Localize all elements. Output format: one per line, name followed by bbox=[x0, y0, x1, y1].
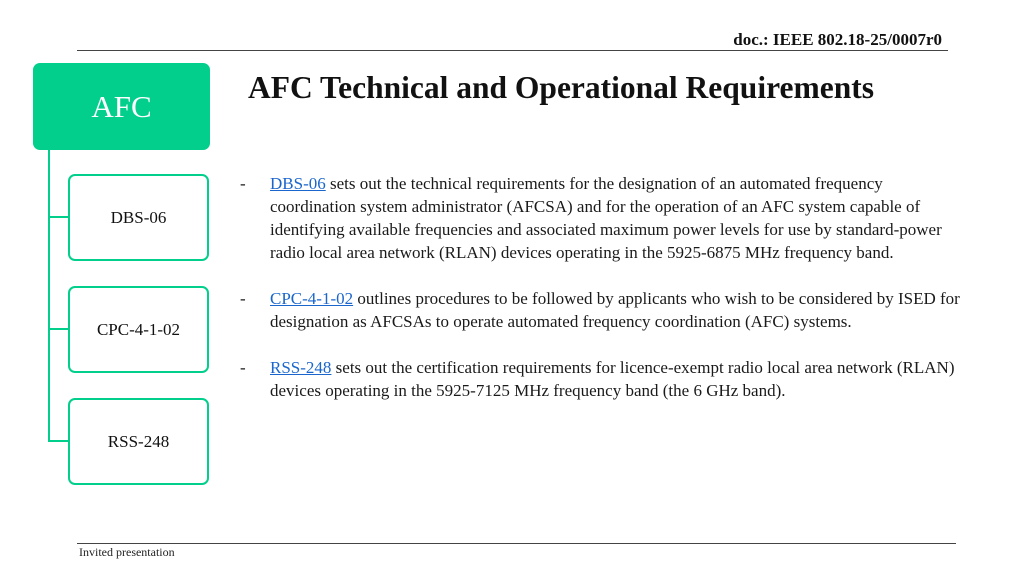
tree-root-label: AFC bbox=[91, 88, 152, 124]
bullet-text: sets out the technical requirements for the designation of an automated frequency coordination system administrator (AFCSA) and for the operation of an AFC system capable of identifying available frequencies and associated maximum power levels for use by standard-power radio local area network (RLAN) devices operating in the 5925-6875 MHz frequency band. bbox=[270, 174, 942, 262]
document-id: doc.: IEEE 802.18-25/0007r0 bbox=[733, 30, 942, 49]
header-divider bbox=[77, 50, 948, 51]
footer-text: Invited presentation bbox=[79, 545, 175, 559]
bullet-item-dbs-06 bbox=[240, 172, 970, 264]
tree-root-box bbox=[33, 63, 210, 150]
bullet-item-cpc-4-1-02 bbox=[240, 287, 970, 333]
bullet-list bbox=[240, 172, 970, 402]
dbs-06-link[interactable]: DBS-06 bbox=[270, 174, 326, 193]
tree-node-label: RSS-248 bbox=[107, 431, 170, 451]
rss-248-link[interactable]: RSS-248 bbox=[270, 358, 332, 377]
bullet-dash: - bbox=[240, 289, 246, 308]
tree-connector-vertical bbox=[48, 150, 50, 442]
tree-node-dbs-06 bbox=[68, 174, 209, 261]
bullet-dash: - bbox=[240, 174, 246, 193]
cpc-4-1-02-link[interactable]: CPC-4-1-02 bbox=[270, 289, 354, 308]
tree-connector-branch bbox=[48, 216, 68, 218]
tree-node-cpc-4-1-02 bbox=[68, 286, 209, 373]
bullet-dash: - bbox=[240, 358, 246, 377]
bullet-text: sets out the certification requirements for licence-exempt radio local area network (RLAN) devices operating in the 5925-7125 MHz frequency band (the 6 GHz band). bbox=[270, 358, 955, 400]
tree-connector-branch bbox=[48, 440, 68, 442]
tree-connector-branch bbox=[48, 328, 68, 330]
tree-node-rss-248 bbox=[68, 398, 209, 485]
bullet-text: outlines procedures to be followed by applicants who wish to be considered by ISED for designation as AFCSAs to operate automated frequency coordination (AFC) systems. bbox=[270, 289, 960, 331]
tree-node-label: DBS-06 bbox=[110, 207, 167, 227]
slide-title: AFC Technical and Operational Requirements bbox=[248, 70, 874, 105]
footer-divider bbox=[77, 543, 956, 544]
bullet-item-rss-248 bbox=[240, 356, 970, 402]
tree-node-label: CPC-4-1-02 bbox=[96, 319, 181, 339]
